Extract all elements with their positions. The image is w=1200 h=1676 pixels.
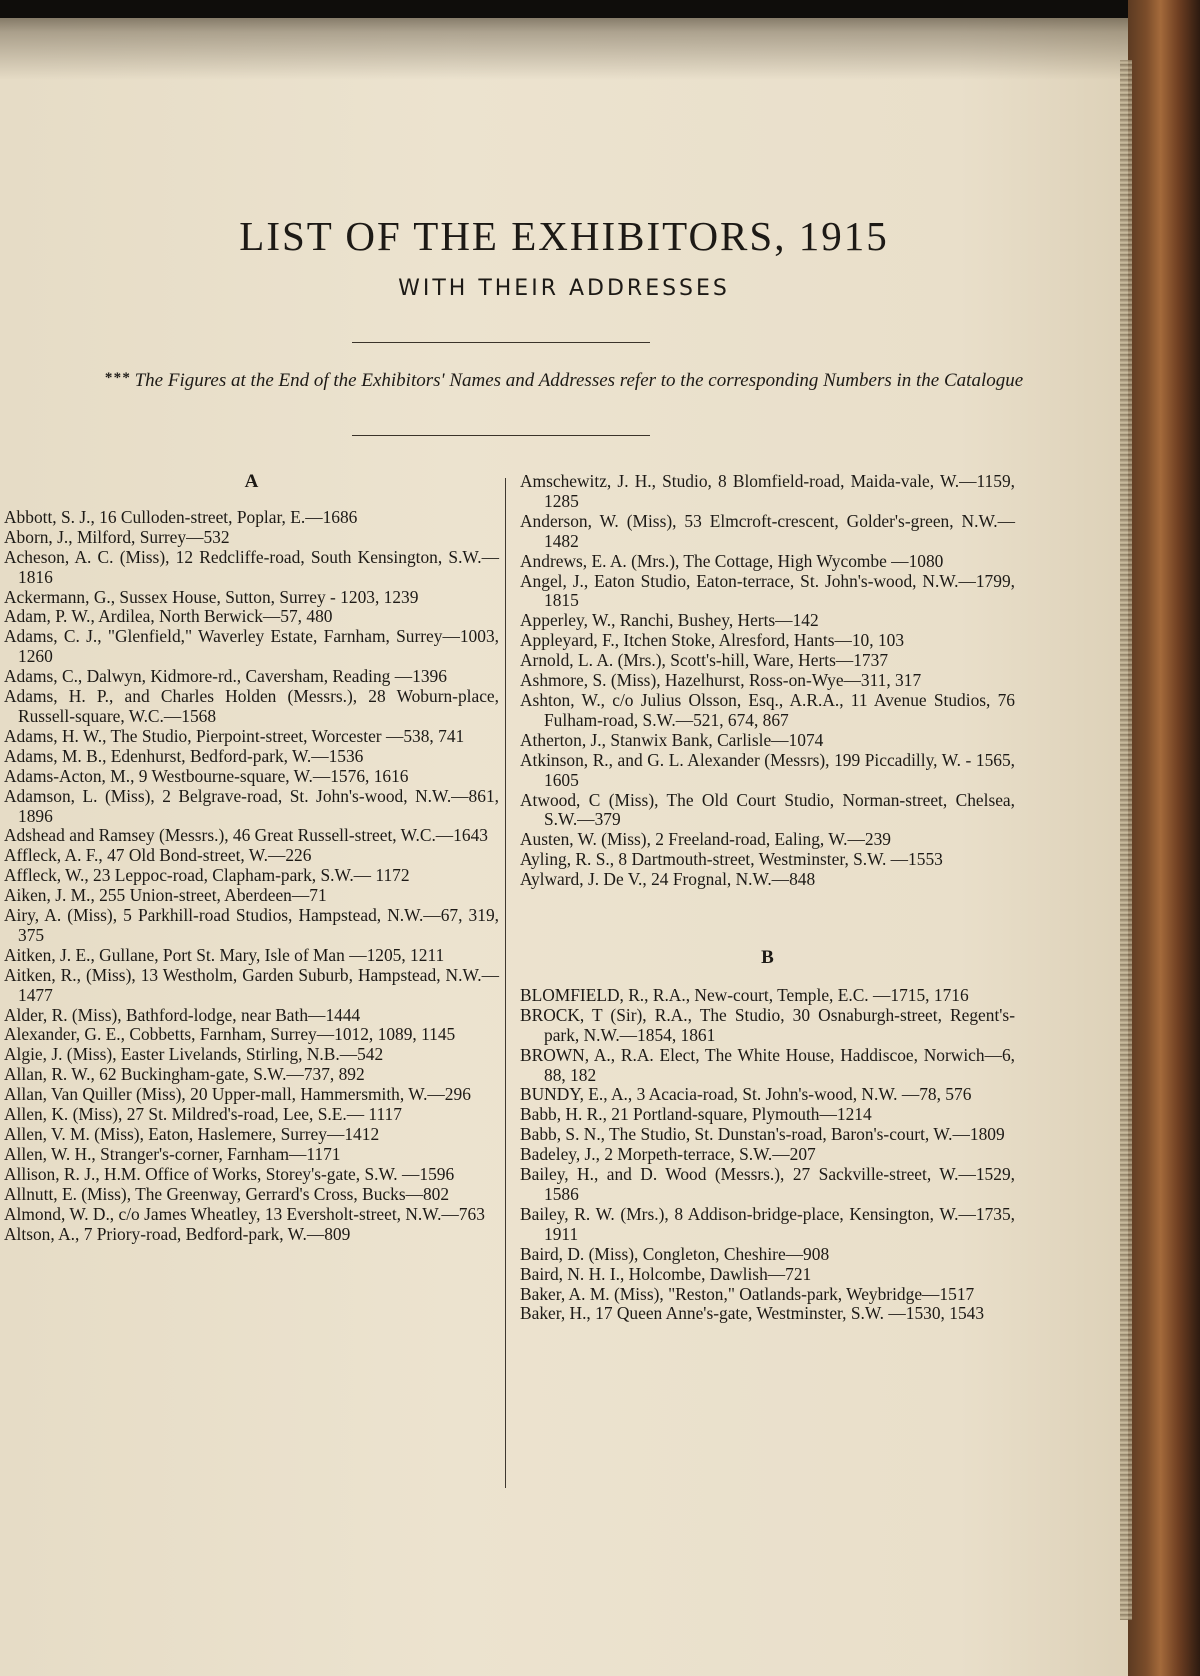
catalogue-note: [60, 365, 1068, 394]
exhibitor-entry: BUNDY, E., A., 3 Acacia-road, St. John's-wood, N.W. —78, 576: [520, 1084, 972, 1105]
left-column: [4, 472, 499, 1244]
page-top-shadow: [0, 0, 1128, 80]
exhibitor-entry: Angel, J., Eaton Studio, Eaton-terrace, St. John's-wood, N.W.—1799, 1815: [520, 570, 1015, 611]
exhibitor-entry: Adams, H. W., The Studio, Pierpoint-street, Worcester —538, 741: [4, 725, 465, 746]
exhibitor-entry: Allen, V. M. (Miss), Eaton, Haslemere, Surrey—1412: [4, 1124, 380, 1144]
exhibitor-entry: Aitken, J. E., Gullane, Port St. Mary, Isle of Man —1205, 1211: [4, 944, 445, 965]
exhibitor-entry: Adams, M. B., Edenhurst, Bedford-park, W.—1536: [4, 745, 364, 766]
exhibitor-entry: Baker, H., 17 Queen Anne's-gate, Westminster, S.W. —1530, 1543: [520, 1303, 985, 1324]
exhibitor-entry: Affleck, W., 23 Leppoc-road, Clapham-park, S.W.— 1172: [4, 865, 410, 886]
exhibitor-entry: Aiken, J. M., 255 Union-street, Aberdeen—71: [4, 885, 327, 906]
exhibitor-entry: Allnutt, E. (Miss), The Greenway, Gerrard's Cross, Bucks—802: [4, 1183, 450, 1204]
exhibitor-entry: BROCK, T (Sir), R.A., The Studio, 30 Osnaburgh-street, Regent's-park, N.W.—1854, 1861: [520, 1004, 1015, 1045]
exhibitor-entry: Alder, R. (Miss), Bathford-lodge, near Bath—1444: [4, 1004, 361, 1025]
exhibitor-entry: Abbott, S. J., 16 Culloden-street, Poplar, E.—1686: [4, 506, 358, 527]
exhibitor-entry: Ashton, W., c/o Julius Olsson, Esq., A.R.A., 11 Avenue Studios, 76 Fulham-road, S.W.—521, 674, 867: [520, 689, 1015, 730]
exhibitor-entry: Adams, C., Dalwyn, Kidmore-rd., Caversham, Reading —1396: [4, 666, 447, 687]
exhibitor-entry: Adshead and Ramsey (Messrs.), 46 Great Russell-street, W.C.—1643: [4, 825, 488, 846]
exhibitor-entry: Atkinson, R., and G. L. Alexander (Messrs), 199 Piccadilly, W. - 1565, 1605: [520, 749, 1015, 790]
exhibitor-entry: Adams, C. J., "Glenfield," Waverley Estate, Farnham, Surrey—1003, 1260: [4, 626, 499, 667]
exhibitor-entry: Almond, W. D., c/o James Wheatley, 13 Eversholt-street, N.W.—763: [4, 1203, 485, 1224]
note-text: The Figures at the End of the Exhibitors' Names and Addresses refer to the corresponding Numbers in the Catalogue: [134, 370, 1024, 391]
divider-bottom: [352, 435, 650, 436]
exhibitor-entry: BROWN, A., R.A. Elect, The White House, Haddiscoe, Norwich—6, 88, 182: [520, 1044, 1015, 1085]
section-heading-a: A: [244, 471, 259, 492]
right-section-a: [520, 472, 1015, 890]
exhibitor-entry: Altson, A., 7 Priory-road, Bedford-park, W.—809: [4, 1223, 351, 1244]
exhibitor-entry: Aborn, J., Milford, Surrey—532: [4, 526, 230, 547]
divider-top: [352, 342, 650, 343]
page-title: LIST OF THE EXHIBITORS, 1915: [239, 213, 889, 259]
exhibitor-entry: BLOMFIELD, R., R.A., New-court, Temple, E.C. —1715, 1716: [520, 984, 969, 1005]
exhibitor-entry: Appleyard, F., Itchen Stoke, Alresford, Hants—10, 103: [520, 630, 905, 651]
exhibitor-entry: Badeley, J., 2 Morpeth-terrace, S.W.—207: [520, 1144, 816, 1165]
exhibitor-entry: Affleck, A. F., 47 Old Bond-street, W.—226: [4, 845, 312, 866]
exhibitor-entry: Alexander, G. E., Cobbetts, Farnham, Surrey—1012, 1089, 1145: [4, 1024, 456, 1045]
exhibitor-entry: Austen, W. (Miss), 2 Freeland-road, Ealing, W.—239: [520, 829, 891, 850]
exhibitor-entry: Airy, A. (Miss), 5 Parkhill-road Studios, Hampstead, N.W.—67, 319, 375: [4, 905, 499, 945]
exhibitor-entry: Apperley, W., Ranchi, Bushey, Herts—142: [520, 610, 819, 631]
page-subtitle: WITH THEIR ADDRESSES: [398, 276, 730, 301]
exhibitor-entry: Babb, H. R., 21 Portland-square, Plymouth—1214: [520, 1104, 872, 1125]
exhibitor-entry: Amschewitz, J. H., Studio, 8 Blomfield-road, Maida-vale, W.—1159, 1285: [520, 471, 1015, 511]
section-heading-b: B: [761, 947, 774, 969]
exhibitor-entry: Bailey, H., and D. Wood (Messrs.), 27 Sackville-street, W.—1529, 1586: [520, 1164, 1015, 1204]
exhibitor-entry: Allen, W. H., Stranger's-corner, Farnham—1171: [4, 1143, 341, 1164]
right-section-b: [520, 986, 1015, 1324]
exhibitor-entry: Allan, Van Quiller (Miss), 20 Upper-mall, Hammersmith, W.—296: [4, 1084, 471, 1105]
exhibitor-entry: Atherton, J., Stanwix Bank, Carlisle—1074: [520, 729, 824, 750]
asterism-icon: * * *: [104, 370, 130, 386]
exhibitor-entry: Baird, D. (Miss), Congleton, Cheshire—908: [520, 1243, 830, 1264]
exhibitor-entry: Baker, A. M. (Miss), "Reston," Oatlands-park, Weybridge—1517: [520, 1283, 975, 1304]
exhibitor-entry: Andrews, E. A. (Mrs.), The Cottage, High Wycombe —1080: [520, 550, 944, 571]
exhibitor-entry: Adams, H. P., and Charles Holden (Messrs.), 28 Woburn-place, Russell-square, W.C.—1568: [4, 686, 499, 726]
exhibitor-entry: Algie, J. (Miss), Easter Livelands, Stirling, N.B.—542: [4, 1044, 384, 1065]
exhibitor-entry: Allan, R. W., 62 Buckingham-gate, S.W.—737, 892: [4, 1064, 365, 1085]
exhibitor-entry: Ackermann, G., Sussex House, Sutton, Surrey - 1203, 1239: [4, 586, 419, 607]
exhibitor-entry: Ashmore, S. (Miss), Hazelhurst, Ross-on-Wye—311, 317: [520, 670, 922, 691]
exhibitor-entry: Aylward, J. De V., 24 Frognal, N.W.—848: [520, 869, 816, 890]
page-edges: [1120, 60, 1132, 1620]
exhibitor-entry: Babb, S. N., The Studio, St. Dunstan's-road, Baron's-court, W.—1809: [520, 1124, 1005, 1145]
book-spine: [1128, 0, 1200, 1676]
exhibitor-entry: Baird, N. H. I., Holcombe, Dawlish—721: [520, 1263, 812, 1284]
exhibitor-entry: Acheson, A. C. (Miss), 12 Redcliffe-road, South Kensington, S.W.—1816: [4, 546, 499, 587]
exhibitor-entry: Adamson, L. (Miss), 2 Belgrave-road, St. John's-wood, N.W.—861, 1896: [4, 785, 499, 826]
right-column: [520, 472, 1015, 1324]
exhibitor-entry: Ayling, R. S., 8 Dartmouth-street, Westminster, S.W. —1553: [520, 849, 943, 870]
exhibitor-entry: Adams-Acton, M., 9 Westbourne-square, W.—1576, 1616: [4, 765, 409, 786]
column-divider: [505, 478, 506, 1488]
exhibitor-entry: Atwood, C (Miss), The Old Court Studio, Norman-street, Chelsea, S.W.—379: [520, 789, 1015, 830]
exhibitor-entry: Allen, K. (Miss), 27 St. Mildred's-road, Lee, S.E.— 1117: [4, 1104, 402, 1125]
exhibitor-entry: Arnold, L. A. (Mrs.), Scott's-hill, Ware, Herts—1737: [520, 650, 889, 671]
exhibitor-entry: Allison, R. J., H.M. Office of Works, Storey's-gate, S.W. —1596: [4, 1163, 455, 1184]
exhibitor-entry: Anderson, W. (Miss), 53 Elmcroft-crescent, Golder's-green, N.W.—1482: [520, 510, 1015, 551]
exhibitor-entry: Aitken, R., (Miss), 13 Westholm, Garden Suburb, Hampstead, N.W.—1477: [4, 964, 499, 1005]
exhibitor-entry: Bailey, R. W. (Mrs.), 8 Addison-bridge-place, Kensington, W.—1735, 1911: [520, 1203, 1015, 1244]
exhibitor-entry: Adam, P. W., Ardilea, North Berwick—57, 480: [4, 606, 333, 627]
